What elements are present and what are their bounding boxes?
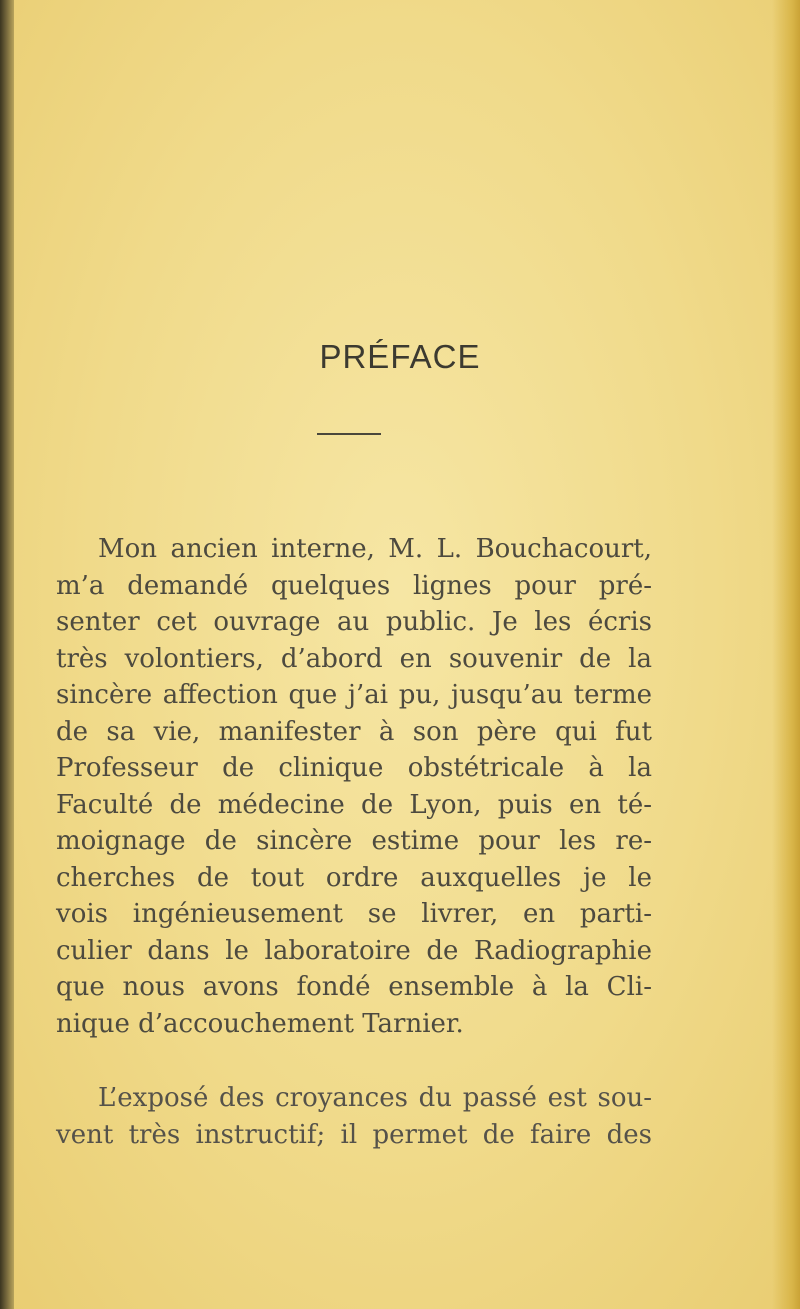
text-line: sincère affection que j’ai pu, jusqu’au terme: [56, 680, 652, 710]
text-line: culier dans le laboratoire de Radiographie: [56, 935, 652, 966]
paragraph-1: [56, 531, 652, 1042]
title-rule: [317, 433, 381, 435]
page-edge-stain: [772, 0, 800, 1309]
text-line: Faculté de médecine de Lyon, puis en té-: [56, 789, 652, 820]
text-line: vois ingénieusement se livrer, en parti-: [56, 899, 652, 929]
text-line: vent très instructif; il permet de faire des: [56, 1119, 652, 1150]
page-gutter-shadow: [0, 0, 14, 1309]
text-line: très volontiers, d’abord en souvenir de la: [56, 643, 652, 674]
page-title: PRÉFACE: [319, 338, 481, 375]
text-line: m’a demandé quelques lignes pour pré-: [56, 570, 652, 601]
text-line: de sa vie, manifester à son père qui fut: [56, 716, 652, 747]
paragraph-2: [56, 1080, 652, 1153]
text-line: Professeur de clinique obstétricale à la: [56, 753, 652, 783]
text-line: que nous avons fondé ensemble à la Cli-: [56, 972, 652, 1002]
text-line: L’exposé des croyances du passé est sou-: [98, 1083, 652, 1113]
text-line: nique d’accouchement Tarnier.: [56, 1008, 464, 1039]
text-line: moignage de sincère estime pour les re-: [56, 826, 652, 856]
text-line: Mon ancien interne, M. L. Bouchacourt,: [98, 534, 652, 564]
text-line: senter cet ouvrage au public. Je les écris: [56, 607, 652, 637]
text-line: cherches de tout ordre auxquelles je le: [56, 862, 652, 893]
